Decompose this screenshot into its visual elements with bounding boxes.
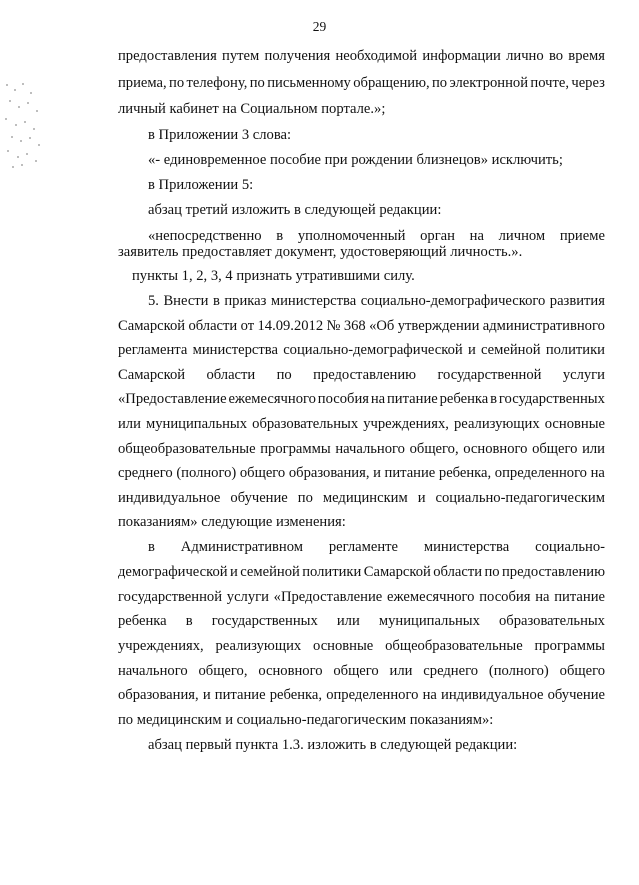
text-line: по медицинским и социально-педагогическим показаниям»: xyxy=(118,712,494,728)
word: общего xyxy=(559,663,605,679)
word: программы xyxy=(534,638,605,654)
word: общеобразовательные xyxy=(385,638,523,654)
word: телефону, xyxy=(186,75,248,91)
scan-dot xyxy=(6,84,8,86)
word: общего xyxy=(333,663,379,679)
word: демографической xyxy=(118,564,228,580)
word: информации xyxy=(422,48,501,64)
word: муниципальных xyxy=(146,416,248,432)
word: основного xyxy=(258,663,323,679)
word: во xyxy=(548,48,564,64)
word: государственных xyxy=(498,391,605,407)
word: основного xyxy=(463,441,528,457)
word: по xyxy=(484,564,500,580)
word: приказ xyxy=(224,293,267,309)
word: ребенка, xyxy=(269,687,323,703)
word: или xyxy=(118,416,141,432)
word: Самарской xyxy=(363,564,431,580)
word: (полного) xyxy=(488,663,549,679)
word: области xyxy=(206,367,256,383)
text-line: заявитель предоставляет документ, удостоверяющий личность.». xyxy=(118,244,523,260)
word: семейной xyxy=(481,342,541,358)
scan-dot xyxy=(14,89,16,91)
scan-artifact xyxy=(0,80,46,170)
scan-dot xyxy=(11,136,13,138)
word: необходимой xyxy=(335,48,418,64)
word: муниципальных xyxy=(378,613,480,629)
word: политики xyxy=(545,342,605,358)
word: образования, xyxy=(118,687,199,703)
word: обучение xyxy=(230,490,288,506)
word: образовательных xyxy=(252,416,359,432)
word: среднего xyxy=(118,465,173,481)
word: социально- xyxy=(535,539,605,555)
scan-dot xyxy=(29,137,31,139)
word: государственной xyxy=(118,589,223,605)
word: 14.09.2012 xyxy=(257,318,324,334)
scan-dot xyxy=(17,156,19,158)
word: по xyxy=(169,75,185,91)
word: питание xyxy=(214,687,266,703)
word: в xyxy=(276,228,284,244)
word: питание xyxy=(387,391,438,407)
word: и xyxy=(417,490,426,506)
word: или xyxy=(582,441,605,457)
word: государственных xyxy=(211,613,318,629)
word: предоставлению xyxy=(502,564,605,580)
text-line xyxy=(148,292,605,310)
word: государственной xyxy=(437,367,542,383)
scan-dot xyxy=(18,106,20,108)
word: социально-демографической xyxy=(283,342,463,358)
word: путем xyxy=(222,48,260,64)
word: 5. xyxy=(148,293,159,309)
word: «Предоставление xyxy=(118,391,227,407)
word: по xyxy=(276,367,292,383)
text-line xyxy=(118,637,605,655)
text-line: абзац первый пункта 1.3. изложить в следующей редакции: xyxy=(148,737,518,753)
word: образования, xyxy=(288,465,370,481)
word: политики xyxy=(302,564,362,580)
text-line: «- единовременное пособие при рождении близнецов» исключить; xyxy=(148,152,563,168)
word: на xyxy=(422,687,437,703)
text-line xyxy=(118,588,605,606)
text-line xyxy=(118,317,605,335)
word: регламенте xyxy=(328,539,399,555)
word: развития xyxy=(549,293,605,309)
scan-dot xyxy=(15,124,17,126)
text-line xyxy=(118,440,605,458)
word: (полного) xyxy=(176,465,237,481)
word: «Об xyxy=(369,318,395,334)
word: ежемесячного xyxy=(387,589,475,605)
scan-dot xyxy=(21,164,23,166)
word: на xyxy=(370,391,386,407)
text-line xyxy=(118,47,605,65)
word: получения xyxy=(264,48,331,64)
text-line xyxy=(148,538,605,556)
word: питание xyxy=(554,589,605,605)
word: время xyxy=(568,48,605,64)
word: учреждениях, xyxy=(363,416,449,432)
word: предоставлению xyxy=(313,367,417,383)
word: услуги xyxy=(226,589,269,605)
page-number: 29 xyxy=(312,19,327,34)
word: приеме xyxy=(559,228,605,244)
scan-dot xyxy=(7,150,9,152)
word: почте, xyxy=(530,75,569,91)
word: общего xyxy=(532,441,578,457)
word: общеобразовательные xyxy=(118,441,256,457)
word: ребенка, xyxy=(438,465,492,481)
word: по xyxy=(249,75,265,91)
text-line xyxy=(118,464,605,482)
text-line xyxy=(118,366,605,384)
word: министерства xyxy=(423,539,510,555)
word: семейной xyxy=(240,564,300,580)
word: и xyxy=(373,465,381,481)
word: Внести xyxy=(163,293,209,309)
word: индивидуальное xyxy=(118,490,221,506)
word: от xyxy=(240,318,255,334)
word: реализующих xyxy=(454,416,540,432)
word: программы xyxy=(260,441,331,457)
word: Самарской xyxy=(118,318,186,334)
word: в xyxy=(212,293,220,309)
word: 368 xyxy=(343,318,366,334)
word: по xyxy=(432,75,448,91)
word: и xyxy=(202,687,211,703)
word: в xyxy=(148,539,155,555)
scan-dot xyxy=(33,128,35,130)
word: реализующих xyxy=(215,638,302,654)
word: предоставления xyxy=(118,48,217,64)
word: на xyxy=(469,228,484,244)
text-line xyxy=(118,686,605,704)
word: основные xyxy=(313,638,374,654)
word: общего, xyxy=(409,441,459,457)
scan-dot xyxy=(24,121,26,123)
text-line: абзац третий изложить в следующей редакции: xyxy=(148,202,442,218)
text-line xyxy=(118,341,605,359)
scan-dot xyxy=(38,144,40,146)
word: основные xyxy=(544,416,605,432)
word: регламента xyxy=(118,342,188,358)
text-line: в Приложении 5: xyxy=(148,177,254,193)
word: медицинским xyxy=(322,490,408,506)
text-line xyxy=(118,489,605,507)
word: приема, xyxy=(118,75,167,91)
word: уполномоченный xyxy=(297,228,406,244)
scan-dot xyxy=(22,83,24,85)
word: индивидуальное xyxy=(441,687,544,703)
text-line xyxy=(118,563,605,581)
word: обращению, xyxy=(353,75,430,91)
word: области xyxy=(188,318,238,334)
text-line: личный кабинет на Социальном портале.»; xyxy=(118,101,386,117)
word: или xyxy=(389,663,413,679)
word: ребенка xyxy=(118,613,167,629)
word: «непосредственно xyxy=(148,228,262,244)
word: по xyxy=(297,490,313,506)
word: пособия xyxy=(479,589,531,605)
word: министерства xyxy=(270,293,357,309)
word: на xyxy=(590,465,605,481)
text-line: показаниям» следующие изменения: xyxy=(118,514,346,530)
word: и xyxy=(230,564,238,580)
word: Самарской xyxy=(118,367,186,383)
scan-dot xyxy=(27,102,29,104)
text-line xyxy=(118,662,605,680)
word: определенного xyxy=(494,465,587,481)
word: в xyxy=(490,391,498,407)
word: среднего xyxy=(423,663,478,679)
word: начального xyxy=(335,441,405,457)
word: ежемесячного xyxy=(228,391,316,407)
word: Административном xyxy=(180,539,303,555)
word: личном xyxy=(498,228,546,244)
word: общего, xyxy=(198,663,248,679)
scan-dot xyxy=(9,100,11,102)
word: «Предоставление xyxy=(273,589,383,605)
word: через xyxy=(571,75,605,91)
scan-dot xyxy=(12,166,14,168)
word: в xyxy=(185,613,193,629)
word: социально-педагогическим xyxy=(435,490,605,506)
word: электронной xyxy=(449,75,529,91)
scan-dot xyxy=(36,110,38,112)
word: и xyxy=(467,342,476,358)
word: питание xyxy=(384,465,436,481)
word: или xyxy=(336,613,360,629)
word: общего xyxy=(239,465,286,481)
word: пособия xyxy=(317,391,369,407)
text-line: в Приложении 3 слова: xyxy=(148,127,292,143)
scan-dot xyxy=(35,160,37,162)
word: области xyxy=(433,564,483,580)
word: образовательных xyxy=(499,613,605,629)
word: письменному xyxy=(267,75,351,91)
word: начального xyxy=(118,663,188,679)
word: на xyxy=(535,589,550,605)
word: лично xyxy=(506,48,544,64)
text-line xyxy=(118,74,605,92)
word: услуги xyxy=(562,367,605,383)
scan-dot xyxy=(26,153,28,155)
scan-dot xyxy=(5,118,7,120)
word: обучение xyxy=(547,687,605,703)
word: утверждении xyxy=(397,318,480,334)
word: учреждениях, xyxy=(118,638,204,654)
word: административного xyxy=(482,318,605,334)
word: № xyxy=(326,318,341,334)
scan-dot xyxy=(20,140,22,142)
word: орган xyxy=(420,228,455,244)
text-line: пункты 1, 2, 3, 4 признать утратившими силу. xyxy=(132,268,415,284)
word: определенного xyxy=(326,687,419,703)
word: ребенка xyxy=(439,391,489,407)
word: министерства xyxy=(192,342,278,358)
scan-dot xyxy=(30,92,32,94)
text-line xyxy=(118,612,605,630)
word: социально-демографического xyxy=(360,293,546,309)
text-line xyxy=(118,415,605,433)
text-line xyxy=(118,390,605,408)
